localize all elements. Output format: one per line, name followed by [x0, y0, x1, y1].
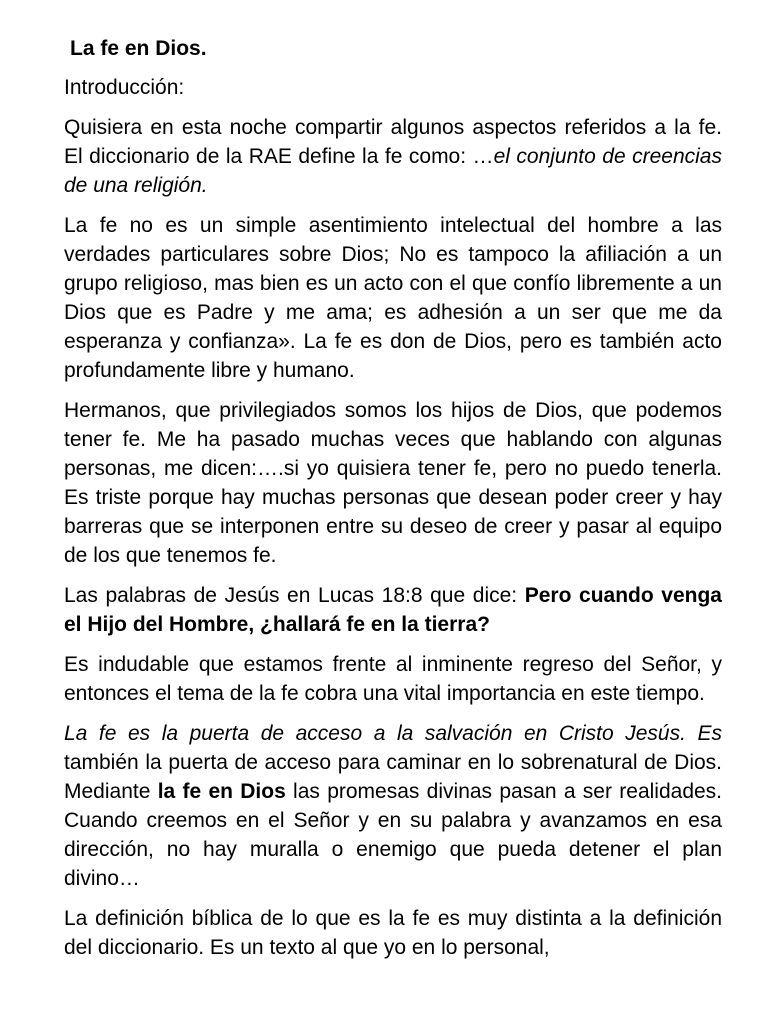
intro-heading: Introducción:	[64, 76, 185, 99]
document-page	[64, 34, 722, 973]
luke-quote: Pero cuando venga el Hijo del Hombre, ¿hallará fe en la tierra?	[64, 584, 722, 636]
paragraph-3: Hermanos, que privilegiados somos los hijos de Dios, que podemos tener fe. Me ha pasado muchas veces que hablando con algunas personas, me dicen:….si yo quisiera tener fe, pero no puedo tenerla. Es triste porque hay muchas personas que desean poder creer y hay barreras que se interponen entre su deseo de creer y pasar al equipo de los que tenemos fe.	[64, 399, 722, 567]
paragraph-6-italic: La fe es la puerta de acceso a la salvación en Cristo Jesús. Es	[64, 722, 722, 745]
paragraph-6-text-2: las promesas divinas pasan a ser realidades. Cuando creemos en el Señor y en su palabra y avanzamos en esa dirección, no hay muralla o enemigo que pueda detener el plan divino…	[64, 780, 723, 890]
paragraph-4	[64, 581, 722, 639]
paragraph-2: La fe no es un simple asentimiento intelectual del hombre a las verdades particulares sobre Dios; No es tampoco la afiliación a un grupo religioso, mas bien es un acto con el que confío libremente a un Dios que es Padre y me ama; es adhesión a un ser que me da esperanza y confianza». La fe es don de Dios, pero es también acto profundamente libre y humano.	[64, 214, 722, 382]
paragraph-5: Es indudable que estamos frente al inminente regreso del Señor, y entonces el tema de la fe cobra una vital importancia en este tiempo.	[64, 653, 722, 705]
paragraph-4-text: Las palabras de Jesús en Lucas 18:8 que dice:	[64, 584, 525, 607]
paragraph-1-text: Quisiera en esta noche compartir algunos aspectos referidos a la fe. El diccionario de la RAE define la fe como: …	[64, 116, 722, 168]
rae-definition: el conjunto de creencias de una religión.	[64, 145, 722, 197]
paragraph-6-bold: la fe en Dios	[157, 780, 286, 803]
paragraph-6	[64, 719, 722, 893]
document-title: La fe en Dios.	[70, 37, 207, 60]
paragraph-1	[64, 113, 722, 200]
paragraph-7: La definición bíblica de lo que es la fe es muy distinta a la definición del diccionario. Es un texto al que yo en lo personal,	[64, 907, 722, 959]
paragraph-6-text-1: también la puerta de acceso para caminar en lo sobrenatural de Dios. Mediante	[64, 751, 722, 803]
